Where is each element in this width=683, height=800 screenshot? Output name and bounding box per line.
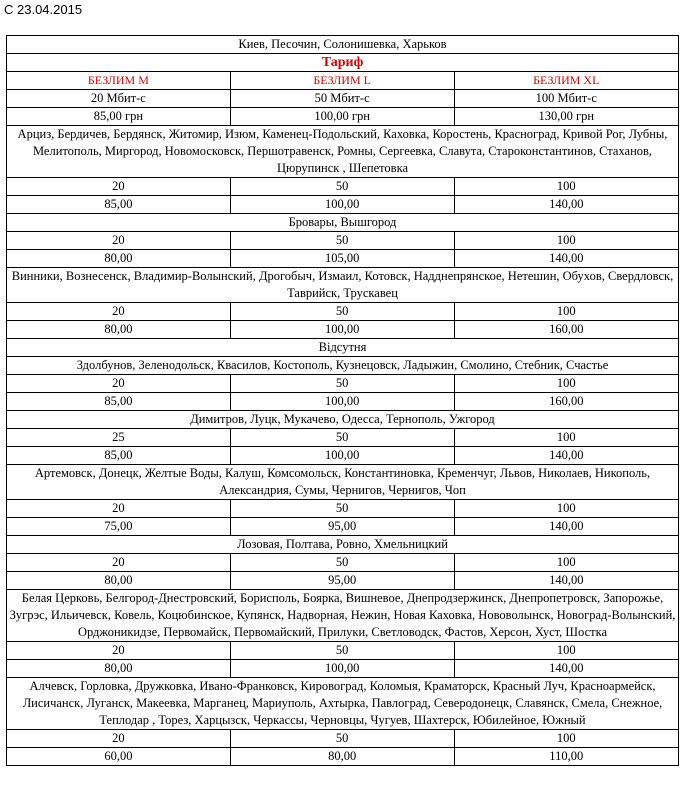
region-speed-row (7, 642, 679, 660)
price-cell-m: 85,00 (7, 393, 231, 411)
region-cities-cell: Алчевск, Горловка, Дружковка, Ивано-Франковск, Кировоград, Коломыя, Краматорск, Красный Луч, Красноармейск, Лисичанск, Луганск, Макеевка, Марганец, Мариуполь, Ахтырка, Павлоград, Северодонецк, Славянск, Смела, Снежное, Теплодар , Торез, Харцызск, Черкассы, Черновцы, Чугуев, Шахтерск, Юбилейное, Южный (7, 678, 679, 730)
price-cell-l: 95,00 (230, 518, 454, 536)
top-regions-row (7, 36, 679, 54)
price-cell-l: 100,00 (230, 393, 454, 411)
speed-cell-l: 50 (230, 375, 454, 393)
price-cell-m: 85,00 (7, 196, 231, 214)
plan-prices-row (7, 108, 679, 126)
speed-cell-l: 50 (230, 730, 454, 748)
region-group-row (7, 465, 679, 500)
price-cell-m: 60,00 (7, 748, 231, 766)
region-cities-cell: Белая Церковь, Белгород-Днестровский, Борисполь, Боярка, Вишневое, Днепродзержинск, Днепропетровск, Запорожье, Зугрэс, Ильичевск, Ковель, Коцюбинское, Купянск, Надворная, Нежин, Новая Каховка, Нововолынск, Новоград-Волынский, Орджоникидзе, Первомайск, Первомайский, Прилуки, Светловодск, Фастов, Херсон, Хуст, Шостка (7, 590, 679, 642)
speed-cell-xl: 100 (454, 232, 678, 250)
region-group-row (7, 536, 679, 554)
speed-cell-m: 20 (7, 500, 231, 518)
region-group-row (7, 126, 679, 178)
top-regions-cell: Киев, Песочин, Солонишевка, Харьков (7, 36, 679, 54)
speed-cell-xl: 100 (454, 178, 678, 196)
speed-cell-m: 20 (7, 303, 231, 321)
region-cities-cell: Здолбунов, Зеленодольск, Квасилов, Костополь, Кузнецовск, Ладыжин, Смолино, Стебник, Счастье (7, 357, 679, 375)
speed-cell-m: 20 (7, 642, 231, 660)
plan-name-xl: БЕЗЛИМ XL (454, 72, 678, 90)
plan-price-xl: 130,00 грн (454, 108, 678, 126)
region-speed-row (7, 500, 679, 518)
region-speed-row (7, 429, 679, 447)
region-cities-cell: Бровары, Вышгород (7, 214, 679, 232)
speed-cell-l: 50 (230, 429, 454, 447)
price-cell-m: 85,00 (7, 447, 231, 465)
price-cell-l: 80,00 (230, 748, 454, 766)
speed-cell-xl: 100 (454, 554, 678, 572)
price-cell-xl: 140,00 (454, 447, 678, 465)
region-cities-cell: Димитров, Луцк, Мукачево, Одесса, Тернополь, Ужгород (7, 411, 679, 429)
speed-cell-l: 50 (230, 554, 454, 572)
speed-cell-xl: 100 (454, 429, 678, 447)
region-cities-cell: Відсутня (7, 339, 679, 357)
region-price-row (7, 518, 679, 536)
region-cities-cell: Артемовск, Донецк, Желтые Воды, Калуш, Комсомольск, Константиновка, Кременчуг, Львов, Николаев, Никополь, Александрия, Сумы, Чернигов, Чернигов, Чоп (7, 465, 679, 500)
region-group-row (7, 411, 679, 429)
plan-speed-l: 50 Мбит-с (230, 90, 454, 108)
price-cell-xl: 140,00 (454, 572, 678, 590)
region-speed-row (7, 375, 679, 393)
region-group-row (7, 214, 679, 232)
speed-cell-l: 50 (230, 178, 454, 196)
region-price-row (7, 572, 679, 590)
region-speed-row (7, 232, 679, 250)
plan-speed-m: 20 Мбит-с (7, 90, 231, 108)
price-cell-l: 100,00 (230, 447, 454, 465)
region-speed-row (7, 178, 679, 196)
speed-cell-l: 50 (230, 642, 454, 660)
price-cell-m: 80,00 (7, 660, 231, 678)
region-group-row (7, 590, 679, 642)
price-cell-xl: 140,00 (454, 250, 678, 268)
region-price-row (7, 393, 679, 411)
region-price-row (7, 748, 679, 766)
price-cell-xl: 160,00 (454, 321, 678, 339)
speed-cell-m: 20 (7, 232, 231, 250)
price-cell-xl: 110,00 (454, 748, 678, 766)
region-price-row (7, 660, 679, 678)
speed-cell-xl: 100 (454, 303, 678, 321)
plan-price-l: 100,00 грн (230, 108, 454, 126)
price-cell-l: 100,00 (230, 196, 454, 214)
region-group-row (7, 339, 679, 357)
price-cell-m: 80,00 (7, 250, 231, 268)
plan-price-m: 85,00 грн (7, 108, 231, 126)
region-group-row (7, 357, 679, 375)
speed-cell-m: 20 (7, 730, 231, 748)
region-group-row (7, 268, 679, 303)
plan-speed-xl: 100 Мбит-с (454, 90, 678, 108)
speed-cell-xl: 100 (454, 375, 678, 393)
region-price-row (7, 447, 679, 465)
price-cell-l: 105,00 (230, 250, 454, 268)
speed-cell-l: 50 (230, 232, 454, 250)
tariff-table (6, 35, 679, 766)
region-cities-cell: Арциз, Бердичев, Бердянск, Житомир, Изюм, Каменец-Подольский, Каховка, Коростень, Красноград, Кривой Рог, Лубны, Мелитополь, Миргород, Новомосковск, Першотравенск, Ромны, Сергеевка, Славута, Староконстантинов, Стаханов, Цюрупинск , Шепетовка (7, 126, 679, 178)
price-cell-m: 80,00 (7, 321, 231, 339)
speed-cell-xl: 100 (454, 730, 678, 748)
region-price-row (7, 321, 679, 339)
price-cell-xl: 140,00 (454, 196, 678, 214)
plan-speeds-row (7, 90, 679, 108)
plan-names-row (7, 72, 679, 90)
tariff-title: Тариф (7, 54, 679, 72)
speed-cell-xl: 100 (454, 642, 678, 660)
price-cell-m: 80,00 (7, 572, 231, 590)
price-cell-l: 100,00 (230, 321, 454, 339)
region-cities-cell: Винники, Вознесенск, Владимир-Волынский, Дрогобыч, Измаил, Котовск, Надднепрянское, Нетешин, Обухов, Свердловск, Таврийск, Трускавец (7, 268, 679, 303)
region-price-row (7, 250, 679, 268)
speed-cell-m: 20 (7, 375, 231, 393)
region-cities-cell: Лозовая, Полтава, Ровно, Хмельницкий (7, 536, 679, 554)
region-group-row (7, 678, 679, 730)
price-cell-xl: 140,00 (454, 660, 678, 678)
region-price-row (7, 196, 679, 214)
price-cell-l: 100,00 (230, 660, 454, 678)
price-cell-l: 95,00 (230, 572, 454, 590)
tariff-title-row (7, 54, 679, 72)
region-speed-row (7, 554, 679, 572)
effective-date: С 23.04.2015 (4, 2, 83, 17)
speed-cell-m: 25 (7, 429, 231, 447)
price-cell-xl: 160,00 (454, 393, 678, 411)
speed-cell-xl: 100 (454, 500, 678, 518)
speed-cell-m: 20 (7, 554, 231, 572)
plan-name-m: БЕЗЛИМ M (7, 72, 231, 90)
region-speed-row (7, 730, 679, 748)
plan-name-l: БЕЗЛИМ L (230, 72, 454, 90)
region-speed-row (7, 303, 679, 321)
speed-cell-l: 50 (230, 303, 454, 321)
speed-cell-l: 50 (230, 500, 454, 518)
price-cell-m: 75,00 (7, 518, 231, 536)
price-cell-xl: 140,00 (454, 518, 678, 536)
speed-cell-m: 20 (7, 178, 231, 196)
